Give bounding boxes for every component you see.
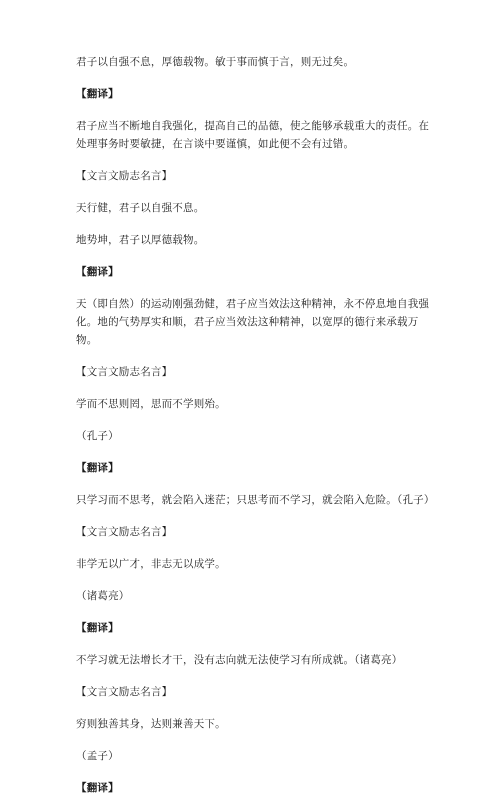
translation-text: 天（即自然）的运动刚强劲健，君子应当效法这种精神，永不停息地自我强化。地的气势厚实和顺，君子应当效法这种精神，以宽厚的德行来承载万物。 bbox=[76, 298, 430, 346]
translation-text: 君子应当不断地自我强化，提高自己的品德，使之能够承载重大的责任。在处理事务时要敏捷，在言谈中要谨慎，如此便不会有过错。 bbox=[76, 120, 430, 150]
translation-text: 只学习而不思考，就会陷入迷茫；只思考而不学习，就会陷入危险。（孔子） bbox=[76, 494, 435, 506]
document-body bbox=[76, 53, 436, 811]
quote-text: 穷则独善其身，达则兼善天下。 bbox=[76, 718, 226, 730]
quote-author: （孔子） bbox=[76, 430, 119, 442]
quote-text: 君子以自强不息，厚德载物。敏于事而慎于言，则无过矣。 bbox=[76, 56, 355, 68]
translation-label: 【翻译】 bbox=[76, 462, 119, 474]
section-heading: 【文言文励志名言】 bbox=[76, 366, 173, 378]
translation-label: 【翻译】 bbox=[76, 782, 119, 794]
quote-text: 天行健，君子以自强不息。 bbox=[76, 202, 205, 214]
quote-author: （孟子） bbox=[76, 750, 119, 762]
quote-text: 学而不思则罔，思而不学则殆。 bbox=[76, 398, 226, 410]
section-heading: 【文言文励志名言】 bbox=[76, 686, 173, 698]
quote-text: 地势坤，君子以厚德载物。 bbox=[76, 234, 205, 246]
quote-author: （诸葛亮） bbox=[76, 590, 130, 602]
translation-text: 不学习就无法增长才干，没有志向就无法使学习有所成就。（诸葛亮） bbox=[76, 654, 403, 666]
translation-label: 【翻译】 bbox=[76, 622, 119, 634]
translation-label: 【翻译】 bbox=[76, 266, 119, 278]
quote-text: 非学无以广才，非志无以成学。 bbox=[76, 558, 226, 570]
translation-label: 【翻译】 bbox=[76, 88, 119, 100]
section-heading: 【文言文励志名言】 bbox=[76, 170, 173, 182]
section-heading: 【文言文励志名言】 bbox=[76, 526, 173, 538]
